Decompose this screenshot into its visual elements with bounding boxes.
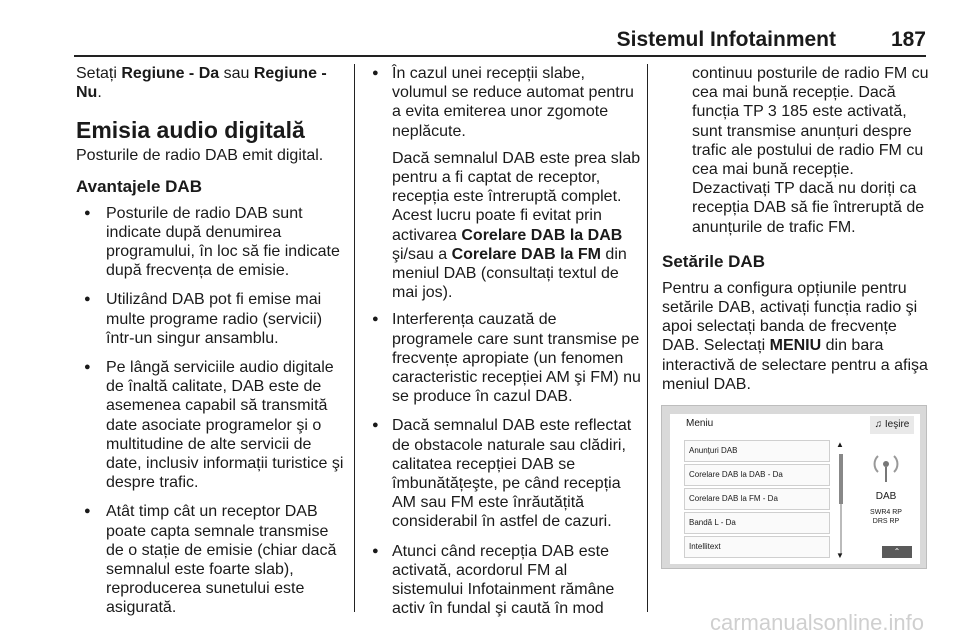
menu-title: Meniu bbox=[686, 418, 714, 429]
list-item: ● Atât timp cât un receptor DAB poate capta semnale transmise de o stație de emisie (chiar dacă semnalul este foarte slab), reproducerea sunetului este asigurată. bbox=[76, 502, 346, 617]
column-divider-2 bbox=[647, 64, 648, 612]
page-reference-link[interactable]: 3 185 bbox=[767, 103, 808, 121]
column-divider-1 bbox=[354, 64, 355, 612]
menu-scrollbar bbox=[836, 440, 846, 560]
continued-paragraph: continuu posturile de radio FM cu cea mai bună recepție. Dacă funcția TP 3 185 este activată, sunt transmise anunțuri despre trafic ale postului de radio FM cu cea mai bună recepție. Dezactivați TP dacă nu doriți ca recepția DAB să fie întreruptă de anunțurile de trafic FM. bbox=[692, 65, 929, 236]
section-title-dab: Emisia audio digitală bbox=[76, 117, 305, 144]
page-number: 187 bbox=[890, 28, 926, 51]
option-meniu: MENIU bbox=[769, 337, 822, 355]
menu-item: Intellitext bbox=[684, 536, 830, 558]
list-item: ● Posturile de radio DAB sunt indicate după denumirea programului, în loc să fie indicate după frecvența de emisie. bbox=[76, 204, 346, 281]
option-regiune-da: Regiune - Da bbox=[121, 65, 220, 82]
list-item: ● Atunci când recepția DAB este activată, acordorul FM al sistemului Infotainment rămâne activ în fundal şi caută în mod bbox=[369, 542, 641, 619]
chevron-down-icon: ▼ bbox=[836, 551, 844, 560]
column-3 bbox=[662, 64, 932, 402]
antenna-icon bbox=[868, 448, 904, 484]
option-regiune-nu: Regiune - Nu bbox=[76, 65, 327, 102]
list-item: ● Dacă semnalul DAB este reflectat de obstacole naturale sau clădiri, calitatea recepției DAB se îmbunătățeşte, pe când recepția AM sau FM este înrăutățită considerabil în astfel de cazuri. bbox=[369, 416, 641, 531]
advantages-list-cont bbox=[369, 64, 641, 141]
menu-list bbox=[684, 440, 830, 560]
section-title-dab-settings: Setările DAB bbox=[662, 251, 765, 271]
sub-paragraph: Dacă semnalul DAB este prea slab pentru a fi captat de receptor, recepția este întreruptă complet. Acest lucru poate fi evitat prin activarea Corelare DAB la DAB şi/sau a Corelare DAB la FM din meniul DAB (consultați textul de mai jos). bbox=[392, 149, 641, 302]
exit-button: ♫ Ieşire bbox=[870, 416, 914, 434]
music-note-icon: ♫ bbox=[874, 419, 883, 430]
chevron-up-icon: ⌃ bbox=[893, 547, 901, 556]
list-item: ● Interferența cauzată de programele care sunt transmise pe frecvențe apropiate (un fenomen caracteristic recepției AM şi FM) nu se produce în cazul DAB. bbox=[369, 310, 641, 406]
list-item: ● În cazul unei recepții slabe, volumul se reduce automat pentru a evita emiterea unor zgomote neplăcute. bbox=[369, 64, 641, 141]
list-item: ● Utilizând DAB pot fi emise mai multe programe radio (servicii) într-un singur ansamblu. bbox=[76, 290, 346, 348]
menu-item: Anunțuri DAB bbox=[684, 440, 830, 462]
watermark: carmanualsonline.info bbox=[709, 610, 924, 635]
list-item: ● Pe lângă serviciile audio digitale de înaltă calitate, DAB este de asemenea capabil să transmită date asociate programelor şi o multitudine de alte servicii de date, inclusiv informații turistice şi despre trafic. bbox=[76, 358, 346, 492]
page-header bbox=[74, 28, 926, 54]
collapse-button bbox=[882, 546, 912, 558]
dab-menu-screenshot bbox=[661, 405, 927, 569]
scroll-thumb bbox=[839, 454, 843, 504]
section-text: Posturile de radio DAB emit digital. bbox=[76, 147, 324, 165]
station-panel bbox=[856, 440, 916, 560]
column-1 bbox=[76, 64, 346, 628]
column-2 bbox=[369, 64, 641, 628]
advantages-list bbox=[76, 204, 346, 618]
option-corelare-dab-fm: Corelare DAB la FM bbox=[451, 245, 601, 263]
header-rule bbox=[74, 55, 926, 57]
dab-label: DAB bbox=[875, 491, 897, 502]
header-title: Sistemul Infotainment bbox=[616, 28, 836, 51]
screen-display bbox=[670, 414, 920, 564]
menu-item: Corelare DAB la DAB - Da bbox=[684, 464, 830, 486]
chevron-up-icon: ▲ bbox=[836, 440, 844, 449]
intro-paragraph: Setați Regiune - Da sau Regiune - Nu. bbox=[76, 65, 327, 102]
menu-item: Corelare DAB la FM - Da bbox=[684, 488, 830, 510]
option-corelare-dab-dab: Corelare DAB la DAB bbox=[461, 226, 623, 244]
menu-item: Bandă L - Da bbox=[684, 512, 830, 534]
subsection-title-advantages: Avantajele DAB bbox=[76, 176, 202, 196]
settings-paragraph: Pentru a configura opțiunile pentru setările DAB, activați funcția radio şi apoi selectați banda de frecvențe DAB. Selectați MENIU din bara interactivă de selectare pentru a afişa meniul DAB. bbox=[662, 279, 928, 393]
station-name: SWR4 RP DRS RP bbox=[870, 509, 902, 525]
